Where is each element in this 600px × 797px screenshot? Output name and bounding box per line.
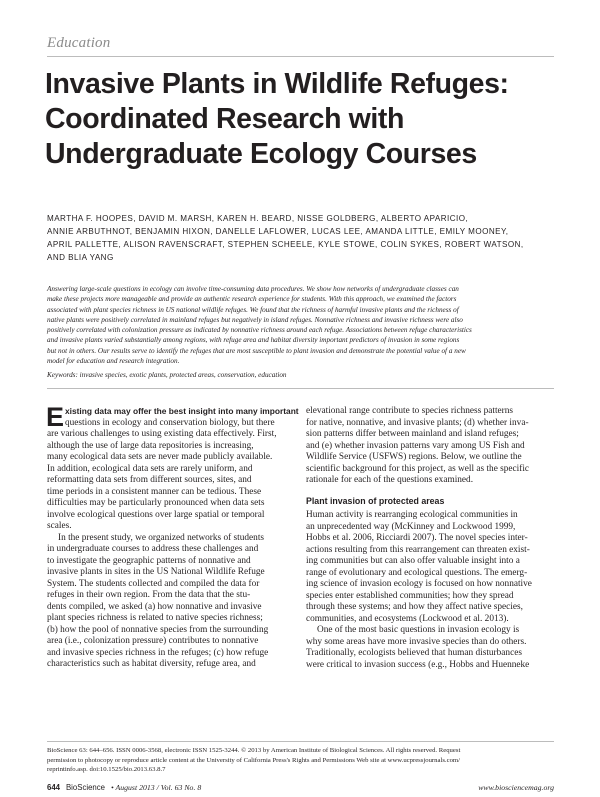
body-line: Hobbs et al. 2006, Ricciardi 2007). The novel species inter- [306, 533, 528, 543]
body-line: involve ecological questions over large spatial or temporal [47, 509, 265, 520]
abstract-line: native plants were positively correlated in mainland refuges but negatively in island refuges. Nonnative richness and invasive richness were also [47, 315, 463, 324]
body-line: through these systems; and how they affect native species, [306, 602, 523, 612]
body-line: many ecological data sets are never made publicly available. [47, 452, 273, 462]
section-label: Education [47, 35, 111, 51]
body-line: species enter established communities; how they spread [306, 590, 514, 601]
keywords: Keywords: invasive species, exotic plants, protected areas, conservation, education [47, 371, 287, 379]
abstract-line: but not in others. Our results serve to identify the refuges that are most susceptible to plant invasion and demonstrate the potential value of a new [47, 346, 466, 355]
body-line: are various challenges to using existing data effectively. First, [47, 429, 277, 439]
issue-info: • August 2013 / Vol. 63 No. 8 [110, 783, 202, 792]
body-line: and (e) whether invasion patterns vary among US Fish and [306, 440, 525, 451]
body-line: One of the most basic questions in invasion ecology is [317, 625, 520, 635]
journal-name: BioScience [65, 783, 105, 792]
abstract-line: and invasive plants varied substantially among regions, with refuge area and habitat diversity important predictors of invasion in some regions [47, 336, 460, 345]
footnote-line: BioScience 63: 644–656. ISSN 0006-3568, electronic ISSN 1525-3244. © 2013 by American Institute of Biological Sciences. All rights reserved. Request [47, 747, 461, 754]
body-line: questions in ecology and conservation biology, but there [65, 417, 275, 428]
section-heading: Plant invasion of protected areas [306, 495, 445, 506]
body-line: why some areas have more invasive species than do others. [306, 636, 527, 647]
abstract [47, 284, 554, 366]
body-line: Traditionally, ecologists believed that human disturbances [306, 648, 522, 658]
body-line: invasive plants in sites in the US National Wildlife Refuge [47, 567, 265, 577]
body-line: In the present study, we organized networks of students [58, 532, 265, 543]
body-line: plant species richness is related to native species richness; [47, 613, 263, 623]
body-line: ing communities but can also offer valuable insight into a [306, 556, 520, 566]
body-line: difficulties may be particularly pronounced when data sets [47, 498, 265, 508]
body-line: although the use of large data repositories is increasing, [47, 440, 254, 451]
keywords-divider [47, 388, 554, 389]
body-line: and invasive species richness in the refuges; (c) how refuge [47, 647, 269, 658]
body-line: area (i.e., colonization pressure) contributes to nonnative [47, 636, 259, 646]
body-line: System. The students collected and compiled the data for [47, 578, 260, 589]
left-column [46, 402, 299, 671]
lead-line: xisting data may offer the best insight into many important [65, 406, 299, 416]
body-line: rationale for each of the questions examined. [306, 475, 474, 485]
drop-cap: E [46, 402, 65, 432]
body-line: Human activity is rearranging ecological communities in [306, 510, 518, 520]
author-line: ANNIE ARBUTHNOT, BENJAMIN HIXON, DANELLE LAFLOWER, LUCAS LEE, AMANDA LITTLE, EMILY MOONEY, [47, 227, 509, 236]
body-line: characteristics such as habitat diversity, refuge area, and [47, 659, 256, 669]
body-line: In addition, ecological data sets are rarely uniform, and [47, 463, 253, 474]
author-line: AND BLIA YANG [47, 253, 114, 262]
body-line: for native, nonnative, and invasive plants; (d) whether inva- [306, 417, 529, 428]
journal-url[interactable]: www.biosciencemag.org [478, 783, 554, 792]
body-line: communities, and ecosystems (Lockwood et al. 2013). [306, 613, 509, 624]
abstract-line: positively correlated with colonization pressure as indicated by nonnative richness around each refuge. Associations between refuge characteristics [47, 326, 472, 335]
title-line: Invasive Plants in Wildlife Refuges: [45, 68, 509, 100]
body-line: reformatting data sets from different sources, sites, and [47, 475, 252, 485]
abstract-line: model for education and research integration. [47, 357, 180, 366]
article-title [45, 67, 560, 172]
footnote-line: reprintinfo.asp. doi:10.1525/bio.2013.63.8.7 [47, 766, 166, 774]
body-line: dents compiled, we asked (a) how nonnative and invasive [47, 601, 262, 612]
body-line: to investigate the geographic patterns of nonnative and [47, 555, 251, 566]
footnote [47, 746, 554, 775]
body-line: scales. [47, 521, 72, 531]
body-line: time periods in a consistent manner can be tedious. These [47, 486, 262, 497]
body-line: an unprecedented way (McKinney and Lockwood 1999, [306, 521, 516, 532]
body-line: were critical to invasion success (e.g., Hobbs and Huenneke [306, 659, 530, 670]
page-footer [47, 783, 201, 792]
body-line: actions resulting from this rearrangement can threaten exist- [306, 544, 530, 555]
body-line: (b) how the pool of nonnative species from the surrounding [47, 624, 269, 635]
title-line: Coordinated Research with [45, 103, 404, 135]
body-line: elevational range contribute to species richness patterns [306, 406, 514, 416]
footnote-line: permission to photocopy or reproduce article content at the University of California Press's Rights and Permissions Web site at www.ucpressjournals.com/ [47, 756, 460, 764]
section-divider [47, 56, 554, 57]
body-line: range of evolutionary and ecological questions. The emerg- [306, 567, 528, 578]
page-number: 644 [47, 783, 61, 792]
abstract-line: associated with plant species richness in US national wildlife refuges. We found that the richness of harmful invasive plants and the richness of [47, 305, 459, 314]
footnote-divider [47, 741, 554, 742]
body-line: scientific background for this project, as well as the specific [306, 463, 530, 474]
abstract-line: make these projects more manageable and provide an authentic research experience for students. With this approach, we examined the factors [47, 295, 457, 304]
body-line: sion patterns differ between mainland and island refuges; [306, 429, 519, 439]
body-line: ing science of invasion ecology is focused on how nonnative [306, 579, 532, 589]
body-line: refuges in their own region. From the data that the stu- [47, 590, 251, 600]
body-line: Wildlife Service (USFWS) regions. Below, we outline the [306, 452, 522, 462]
body-line: in undergraduate courses to address these challenges and [47, 544, 259, 554]
right-column [306, 406, 554, 671]
author-list [47, 212, 557, 264]
author-line: APRIL PALLETTE, ALISON RAVENSCRAFT, STEPHEN SCHEELE, KYLE STOWE, COLIN SYKES, ROBERT WATSON, [47, 240, 524, 249]
title-line: Undergraduate Ecology Courses [45, 138, 477, 170]
abstract-line: Answering large-scale questions in ecology can involve time-consuming data procedures. We show how networks of undergraduate classes can [47, 285, 459, 293]
author-line: MARTHA F. HOOPES, DAVID M. MARSH, KAREN H. BEARD, NISSE GOLDBERG, ALBERTO APARICIO, [47, 214, 469, 223]
